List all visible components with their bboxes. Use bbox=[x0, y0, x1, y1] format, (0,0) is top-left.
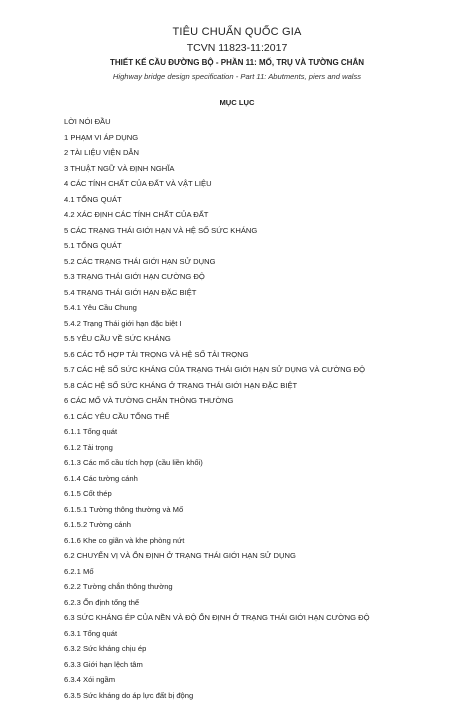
document-title-vn: THIẾT KẾ CẦU ĐƯỜNG BỘ - PHẦN 11: MỐ, TRỤ VÀ TƯỜNG CHẮN bbox=[0, 58, 474, 67]
toc-item[interactable]: 6.1.5.1 Tường thông thường và Mố bbox=[64, 502, 464, 518]
toc-item[interactable]: 6.2 CHUYỂN VỊ VÀ ỔN ĐỊNH Ở TRẠNG THÁI GIỚI HẠN SỬ DỤNG bbox=[64, 548, 464, 564]
toc-item[interactable]: 6.1.3 Các mố cầu tích hợp (cầu liền khối) bbox=[64, 455, 464, 471]
standard-code: TCVN 11823-11:2017 bbox=[0, 42, 474, 54]
toc-item[interactable]: 6 CÁC MỐ VÀ TƯỜNG CHẮN THÔNG THƯỜNG bbox=[64, 393, 464, 409]
toc-item[interactable]: 6.3.5 Sức kháng do áp lực đất bị động bbox=[64, 688, 464, 703]
toc-item[interactable]: 5.2 CÁC TRẠNG THÁI GIỚI HẠN SỬ DỤNG bbox=[64, 254, 464, 270]
toc-item[interactable]: 4.2 XÁC ĐỊNH CÁC TÍNH CHẤT CỦA ĐẤT bbox=[64, 207, 464, 223]
toc-item[interactable]: 6.3.2 Sức kháng chịu ép bbox=[64, 641, 464, 657]
toc-item[interactable]: 5.8 CÁC HỆ SỐ SỨC KHÁNG Ở TRẠNG THÁI GIỚI HẠN ĐẶC BIỆT bbox=[64, 378, 464, 394]
toc-item[interactable]: 5.7 CÁC HỆ SỐ SỨC KHÁNG CỦA TRẠNG THÁI GIỚI HẠN SỬ DỤNG VÀ CƯỜNG ĐỘ bbox=[64, 362, 464, 378]
toc-item[interactable]: 6.1.4 Các tường cánh bbox=[64, 471, 464, 487]
toc-item[interactable]: 4.1 TỔNG QUÁT bbox=[64, 192, 464, 208]
toc-item[interactable]: 6.3.4 Xói ngầm bbox=[64, 672, 464, 688]
toc-item[interactable]: 1 PHẠM VI ÁP DỤNG bbox=[64, 130, 464, 146]
toc-item[interactable]: 6.3.1 Tổng quát bbox=[64, 626, 464, 642]
toc-heading: MỤC LỤC bbox=[0, 98, 474, 107]
toc-item[interactable]: 6.1.6 Khe co giãn và khe phòng nứt bbox=[64, 533, 464, 549]
toc-item[interactable]: 6.1.1 Tổng quát bbox=[64, 424, 464, 440]
document-title-en: Highway bridge design specification - Part 11: Abutments, piers and walss bbox=[0, 72, 474, 81]
toc-item[interactable]: 6.2.2 Tường chắn thông thường bbox=[64, 579, 464, 595]
toc-item[interactable]: 6.2.3 Ổn định tổng thể bbox=[64, 595, 464, 611]
toc-item[interactable]: 5.6 CÁC TỔ HỢP TẢI TRỌNG VÀ HỆ SỐ TẢI TRỌNG bbox=[64, 347, 464, 363]
toc-item[interactable]: 6.3.3 Giới hạn lệch tâm bbox=[64, 657, 464, 673]
toc-item[interactable]: 6.2.1 Mố bbox=[64, 564, 464, 580]
toc-item[interactable]: 5.4.2 Trạng Thái giới hạn đặc biệt I bbox=[64, 316, 464, 332]
toc-item[interactable]: 5.4.1 Yêu Cầu Chung bbox=[64, 300, 464, 316]
toc-item[interactable]: 3 THUẬT NGỮ VÀ ĐỊNH NGHĨA bbox=[64, 161, 464, 177]
standard-title: TIÊU CHUẨN QUỐC GIA bbox=[0, 26, 474, 38]
toc-item[interactable]: 6.1.2 Tải trọng bbox=[64, 440, 464, 456]
toc-item[interactable]: LỜI NÓI ĐẦU bbox=[64, 114, 464, 130]
table-of-contents bbox=[64, 114, 464, 703]
toc-item[interactable]: 5.3 TRẠNG THÁI GIỚI HẠN CƯỜNG ĐỘ bbox=[64, 269, 464, 285]
toc-item[interactable]: 2 TÀI LIỆU VIỆN DẪN bbox=[64, 145, 464, 161]
toc-item[interactable]: 5.4 TRẠNG THÁI GIỚI HẠN ĐẶC BIỆT bbox=[64, 285, 464, 301]
toc-item[interactable]: 6.1.5.2 Tường cánh bbox=[64, 517, 464, 533]
toc-item[interactable]: 6.3 SỨC KHÁNG ÉP CỦA NỀN VÀ ĐỘ ỔN ĐỊNH Ở TRẠNG THÁI GIỚI HẠN CƯỜNG ĐỘ bbox=[64, 610, 464, 626]
toc-item[interactable]: 4 CÁC TÍNH CHẤT CỦA ĐẤT VÀ VẬT LIỆU bbox=[64, 176, 464, 192]
toc-item[interactable]: 5.5 YÊU CẦU VỀ SỨC KHÁNG bbox=[64, 331, 464, 347]
toc-item[interactable]: 5.1 TỔNG QUÁT bbox=[64, 238, 464, 254]
toc-item[interactable]: 6.1 CÁC YÊU CẦU TỔNG THỂ bbox=[64, 409, 464, 425]
toc-item[interactable]: 5 CÁC TRẠNG THÁI GIỚI HẠN VÀ HỆ SỐ SỨC KHÁNG bbox=[64, 223, 464, 239]
toc-item[interactable]: 6.1.5 Cốt thép bbox=[64, 486, 464, 502]
